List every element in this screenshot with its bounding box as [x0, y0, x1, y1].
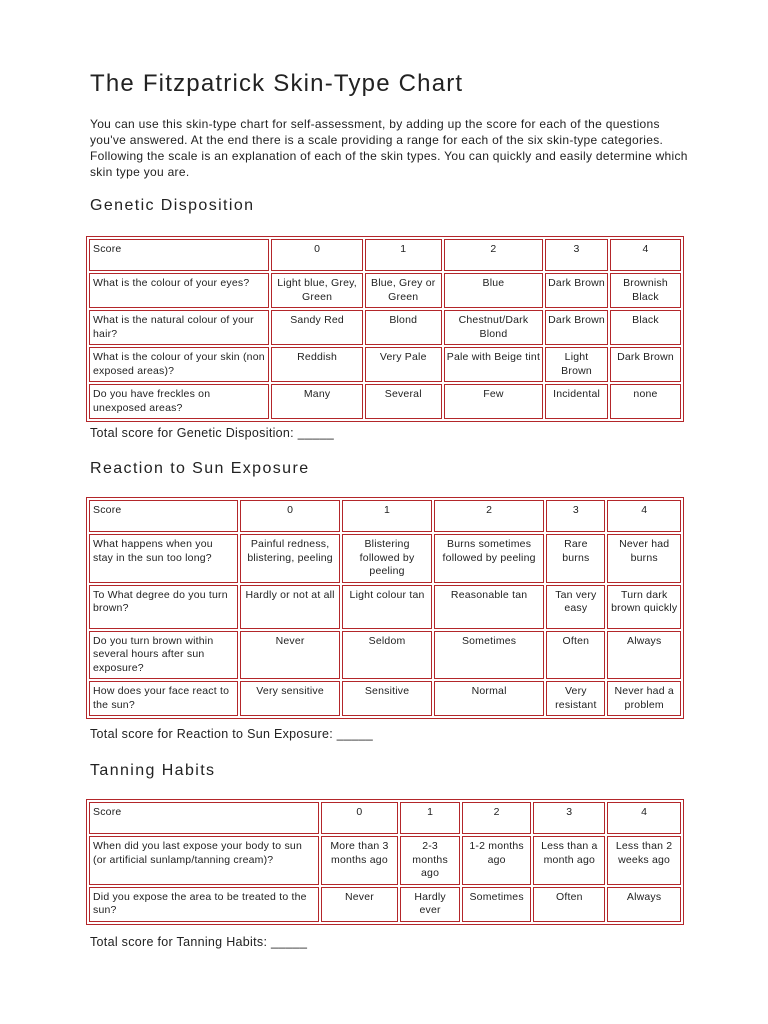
question-cell: What is the colour of your eyes?: [89, 273, 269, 308]
question-cell: What is the colour of your skin (non exposed areas)?: [89, 347, 269, 382]
answer-cell: Brownish Black: [610, 273, 681, 308]
answer-cell: Hardly ever: [400, 887, 459, 922]
header-cell: 2: [444, 239, 543, 271]
answer-cell: Reasonable tan: [434, 585, 544, 629]
table-row: [89, 631, 681, 680]
answer-cell: Never had a problem: [607, 681, 681, 716]
header-cell: 1: [342, 500, 432, 532]
answer-cell: Dark Brown: [610, 347, 681, 382]
answer-cell: Blue, Grey or Green: [365, 273, 442, 308]
answer-cell: 1-2 months ago: [462, 836, 532, 885]
answer-cell: Tan very easy: [546, 585, 605, 629]
answer-cell: Rare burns: [546, 534, 605, 583]
answer-cell: Light blue, Grey, Green: [271, 273, 362, 308]
table-row: [89, 310, 681, 345]
answer-cell: Often: [533, 887, 605, 922]
header-cell: 1: [365, 239, 442, 271]
reaction-to-sun-exposure-table: [86, 497, 684, 719]
answer-cell: Very sensitive: [240, 681, 340, 716]
answer-cell: Black: [610, 310, 681, 345]
answer-cell: Chestnut/Dark Blond: [444, 310, 543, 345]
header-cell: 1: [400, 802, 459, 834]
answer-cell: Less than a month ago: [533, 836, 605, 885]
answer-cell: Dark Brown: [545, 310, 608, 345]
answer-cell: Hardly or not at all: [240, 585, 340, 629]
header-cell: 4: [610, 239, 681, 271]
answer-cell: Very resistant: [546, 681, 605, 716]
table-header-row: [89, 802, 681, 834]
section-title-genetic-disposition: Genetic Disposition: [90, 197, 255, 214]
answer-cell: Normal: [434, 681, 544, 716]
answer-cell: More than 3 months ago: [321, 836, 399, 885]
answer-cell: Sensitive: [342, 681, 432, 716]
answer-cell: Never: [240, 631, 340, 680]
answer-cell: Incidental: [545, 384, 608, 419]
answer-cell: Blistering followed by peeling: [342, 534, 432, 583]
total-score-reaction-to-sun-exposure: Total score for Reaction to Sun Exposure: _____: [90, 727, 374, 741]
table-row: [89, 887, 681, 922]
table-row: [89, 273, 681, 308]
answer-cell: Burns sometimes followed by peeling: [434, 534, 544, 583]
table-row: [89, 384, 681, 419]
section-title-tanning-habits: Tanning Habits: [90, 762, 216, 779]
question-cell: Did you expose the area to be treated to the sun?: [89, 887, 319, 922]
genetic-disposition-table: [86, 236, 684, 422]
answer-cell: Light colour tan: [342, 585, 432, 629]
question-cell: Do you turn brown within several hours after sun exposure?: [89, 631, 238, 680]
answer-cell: Several: [365, 384, 442, 419]
question-cell: What happens when you stay in the sun too long?: [89, 534, 238, 583]
table-row: [89, 347, 681, 382]
question-cell: To What degree do you turn brown?: [89, 585, 238, 629]
tanning-habits-table: [86, 799, 684, 925]
answer-cell: Sandy Red: [271, 310, 362, 345]
answer-cell: Reddish: [271, 347, 362, 382]
header-cell: 0: [321, 802, 399, 834]
answer-cell: Few: [444, 384, 543, 419]
answer-cell: Sometimes: [434, 631, 544, 680]
header-cell: 2: [462, 802, 532, 834]
answer-cell: Very Pale: [365, 347, 442, 382]
header-cell: 0: [240, 500, 340, 532]
table-row: [89, 585, 681, 629]
question-cell: How does your face react to the sun?: [89, 681, 238, 716]
answer-cell: Painful redness, blistering, peeling: [240, 534, 340, 583]
answer-cell: Turn dark brown quickly: [607, 585, 681, 629]
section-title-reaction-to-sun-exposure: Reaction to Sun Exposure: [90, 460, 310, 477]
question-cell: Do you have freckles on unexposed areas?: [89, 384, 269, 419]
answer-cell: Never had burns: [607, 534, 681, 583]
header-cell: 2: [434, 500, 544, 532]
answer-cell: Often: [546, 631, 605, 680]
table-row: [89, 681, 681, 716]
header-cell: Score: [89, 239, 269, 271]
header-cell: 0: [271, 239, 362, 271]
answer-cell: Many: [271, 384, 362, 419]
answer-cell: 2-3 months ago: [400, 836, 459, 885]
header-cell: Score: [89, 802, 319, 834]
total-score-genetic-disposition: Total score for Genetic Disposition: _____: [90, 426, 334, 440]
table-row: [89, 534, 681, 583]
answer-cell: Sometimes: [462, 887, 532, 922]
header-cell: 3: [545, 239, 608, 271]
question-cell: When did you last expose your body to sun (or artificial sunlamp/tanning cream)?: [89, 836, 319, 885]
answer-cell: none: [610, 384, 681, 419]
header-cell: Score: [89, 500, 238, 532]
intro-paragraph: You can use this skin-type chart for self-assessment, by adding up the score for each of the questions you've answered. At the end there is a scale providing a range for each of the six skin-type categories. Following the scale is an explanation of each of the skin types. You can quickly and easily determine which skin type you are.: [90, 117, 688, 179]
table-header-row: [89, 500, 681, 532]
answer-cell: Dark Brown: [545, 273, 608, 308]
answer-cell: Blue: [444, 273, 543, 308]
table-header-row: [89, 239, 681, 271]
answer-cell: Never: [321, 887, 399, 922]
answer-cell: Pale with Beige tint: [444, 347, 543, 382]
header-cell: 3: [546, 500, 605, 532]
total-score-tanning-habits: Total score for Tanning Habits: _____: [90, 935, 308, 949]
answer-cell: Always: [607, 631, 681, 680]
header-cell: 4: [607, 802, 681, 834]
answer-cell: Seldom: [342, 631, 432, 680]
header-cell: 4: [607, 500, 681, 532]
answer-cell: Less than 2 weeks ago: [607, 836, 681, 885]
question-cell: What is the natural colour of your hair?: [89, 310, 269, 345]
header-cell: 3: [533, 802, 605, 834]
page-title: The Fitzpatrick Skin-Type Chart: [90, 70, 464, 97]
answer-cell: Always: [607, 887, 681, 922]
table-row: [89, 836, 681, 885]
answer-cell: Blond: [365, 310, 442, 345]
answer-cell: Light Brown: [545, 347, 608, 382]
